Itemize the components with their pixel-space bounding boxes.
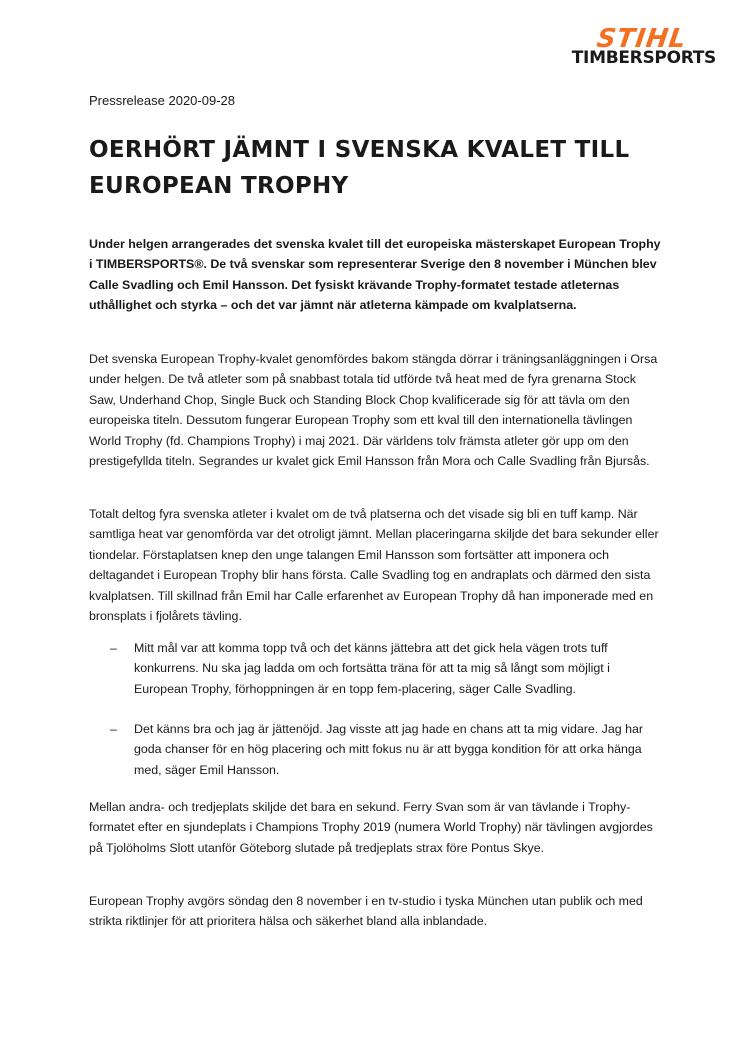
release-date: Pressrelease 2020-09-28	[89, 93, 235, 108]
lead-paragraph: Under helgen arrangerades det svenska kvalet till det europeiska mästerskapet European Trophy i TIMBERSPORTS®. De två svenskar som representerar Sverige den 8 november i München blev Calle Svadling och Emil Hansson. Det fysiskt krävande Trophy-formatet testade atleternas uthållighet och styrka – och det var jämnt när atleterna kämpade om kvalplatserna.	[89, 237, 661, 313]
body-paragraph: European Trophy avgörs söndag den 8 november i en tv-studio i tyska München utan publik och med strikta riktlinjer för att prioritera hälsa och säkerhet bland alla inblandade.	[89, 894, 643, 929]
body-paragraph: Mellan andra- och tredjeplats skiljde det bara en sekund. Ferry Svan som är van tävlande i Trophy-formatet efter en sjundeplats i Champions Trophy 2019 (numera World Trophy) när tävlingen avgjordes på Tjolöholms Slott utanför Göteborg slutade på tredjeplats strax före Pontus Skye.	[89, 800, 653, 855]
quote-text: Mitt mål var att komma topp två och det känns jättebra att det gick hela vägen trots tuff konkurrens. Nu ska jag ladda om och fortsätta träna för att ta mig så långt som möjligt i European Trophy, förhoppningen är en topp fem-placering, säger Calle Svadling.	[134, 641, 610, 696]
quote-dash: –	[110, 722, 117, 736]
logo-brand: STIHL	[594, 24, 689, 54]
quote-dash: –	[110, 641, 117, 655]
quote-item	[110, 638, 658, 699]
logo-subbrand: TIMBERSPORTS	[571, 48, 716, 68]
body-paragraph: Det svenska European Trophy-kvalet genomfördes bakom stängda dörrar i träningsanläggningen i Orsa under helgen. De två atleter som på snabbast totala tid utförde två heat med de fyra grenarna Stock Saw, Underhand Chop, Single Buck och Standing Block Chop kvalificerade sig för att tävla om den europeiska titeln. Dessutom fungerar European Trophy som ett kval till den internationella tävlingen World Trophy (fd. Champions Trophy) i maj 2021. Där världens tolv främsta atleter gör upp om den prestigefyllda titeln. Segrandes ur kvalet gick Emil Hansson från Mora och Calle Svadling från Bjursås.	[89, 352, 658, 469]
body-paragraph: Totalt deltog fyra svenska atleter i kvalet om de två platserna och det visade sig bli en tuff kamp. När samtliga heat var genomförda var det otroligt jämnt. Mellan placeringarna skiljde det bara sekunder eller tiondelar. Förstaplatsen knep den unge talangen Emil Hansson som fortsätter att imponera och deltagandet i European Trophy blir hans första. Calle Svadling tog en andraplats och därmed den sista kvalplatsen. Till skillnad från Emil har Calle erfarenhet av European Trophy då han imponerade med en bronsplats i fjolårets tävling.	[89, 507, 659, 624]
quote-item	[110, 719, 658, 780]
quote-text: Det känns bra och jag är jättenöjd. Jag visste att jag hade en chans att ta mig vidare. Jag har goda chanser för en hög placering och mitt fokus nu är att bygga kondition för att orka hänga med, säger Emil Hansson.	[134, 722, 644, 777]
stihl-timbersports-logo	[556, 26, 716, 70]
page-title: OERHÖRT JÄMNT I SVENSKA KVALET TILL EUROPEAN TROPHY	[89, 137, 630, 199]
